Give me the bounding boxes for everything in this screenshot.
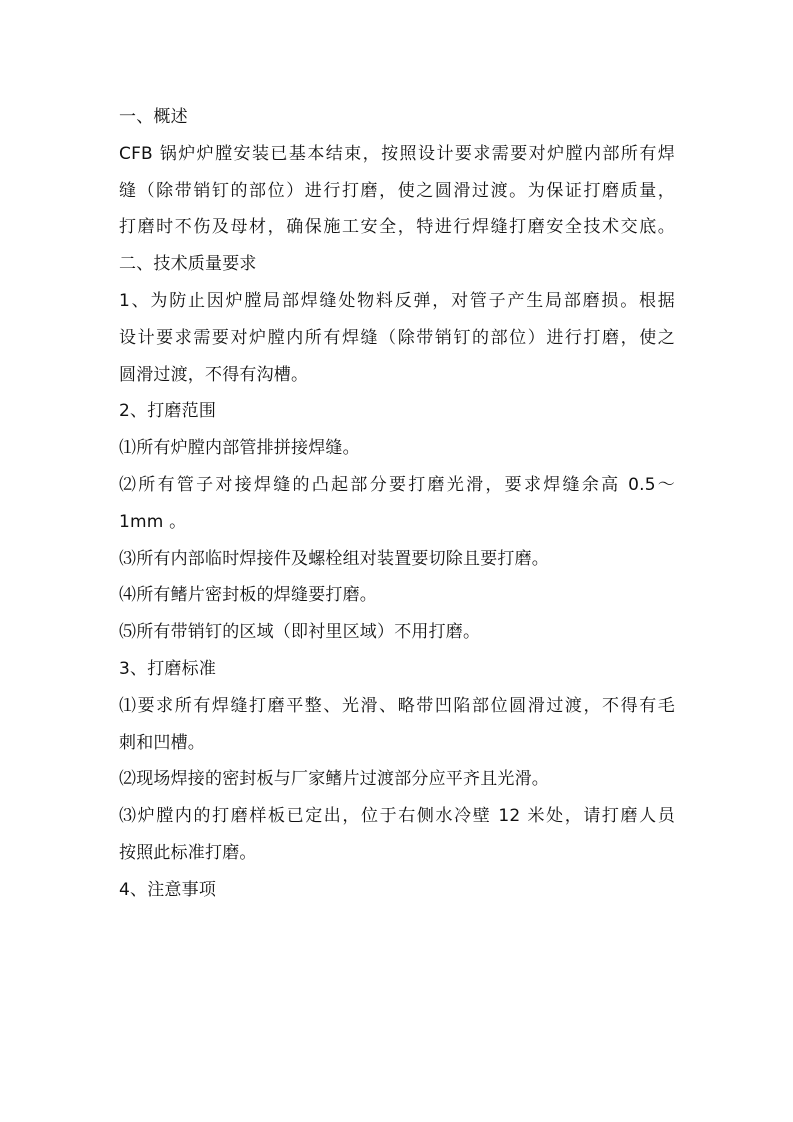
subsection-heading-scope: 2、打磨范围 xyxy=(119,401,217,422)
paragraph-line: CFB 锅炉炉膛安装已基本结束，按照设计要求需要对炉膛内部所有焊 xyxy=(119,143,675,164)
paragraph-line: 打磨时不伤及母材，确保施工安全，特进行焊缝打磨安全技术交底。 xyxy=(119,217,675,238)
list-item-continuation: 1mm 。 xyxy=(119,511,187,532)
subsection-heading-notes: 4、注意事项 xyxy=(119,879,217,900)
list-item: ⑵所有管子对接焊缝的凸起部分要打磨光滑，要求焊缝余高 0.5～ xyxy=(119,474,675,495)
list-item: ⑶炉膛内的打磨样板已定出，位于右侧水冷壁 12 米处，请打磨人员 xyxy=(119,806,675,827)
paragraph-line: 缝（除带销钉的部位）进行打磨，使之圆滑过渡。为保证打磨质量， xyxy=(119,180,675,201)
list-item: ⑸所有带销钉的区域（即衬里区域）不用打磨。 xyxy=(119,622,481,643)
paragraph-line: 1、为防止因炉膛局部焊缝处物料反弹，对管子产生局部磨损。根据 xyxy=(119,290,675,311)
list-item: ⑶所有内部临时焊接件及螺栓组对装置要切除且要打磨。 xyxy=(119,548,549,569)
list-item-continuation: 刺和凹槽。 xyxy=(119,732,205,753)
list-item-continuation: 按照此标准打磨。 xyxy=(119,842,257,863)
list-item: ⑴要求所有焊缝打磨平整、光滑、略带凹陷部位圆滑过渡，不得有毛 xyxy=(119,695,675,716)
document-body xyxy=(119,99,679,909)
paragraph-line: 圆滑过渡，不得有沟槽。 xyxy=(119,364,309,385)
section-heading-requirements: 二、技术质量要求 xyxy=(119,254,257,275)
list-item: ⑴所有炉膛内部管排拼接焊缝。 xyxy=(119,438,360,459)
paragraph-line: 设计要求需要对炉膛内所有焊缝（除带销钉的部位）进行打磨，使之 xyxy=(119,327,675,348)
section-heading-overview: 一、概述 xyxy=(119,107,188,127)
list-item: ⑵现场焊接的密封板与厂家鳍片过渡部分应平齐且光滑。 xyxy=(119,769,549,790)
list-item: ⑷所有鳍片密封板的焊缝要打磨。 xyxy=(119,585,377,606)
subsection-heading-standard: 3、打磨标准 xyxy=(119,658,217,679)
